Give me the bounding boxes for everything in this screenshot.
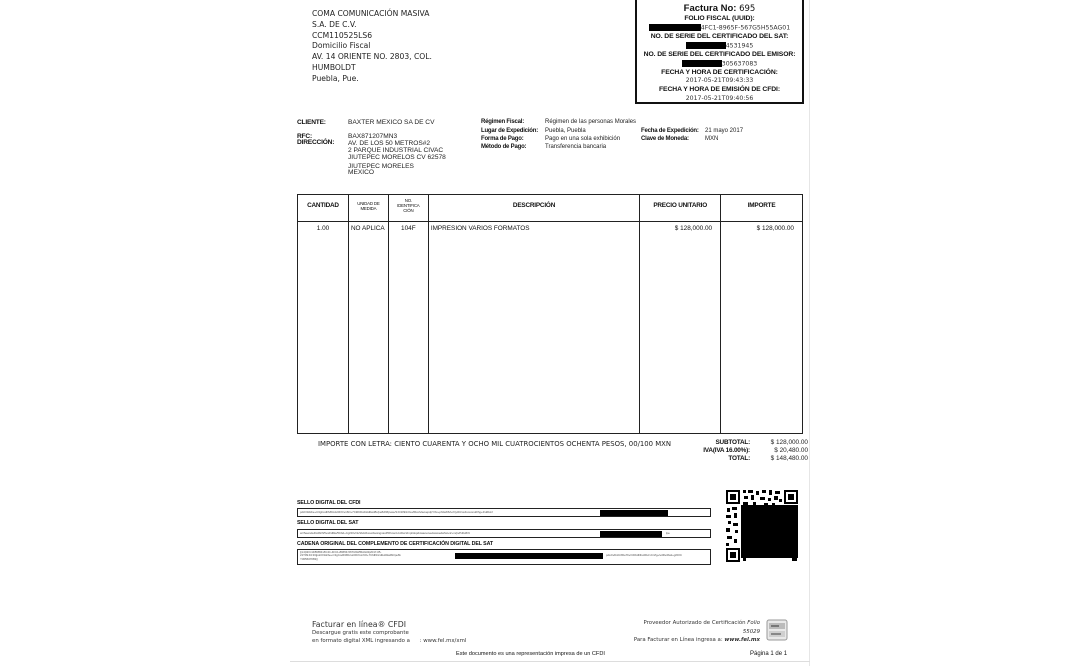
col-header-descripcion: DESCRIPCIÓN [428, 195, 639, 222]
invoice-info-box [635, 0, 804, 104]
iva-row [690, 447, 808, 455]
cadena-line: Y305637083|| [300, 556, 318, 561]
cell-precio-unitario: $ 128,000.00 [640, 222, 721, 234]
regimen-label: Régimen Fiscal: [481, 119, 525, 125]
footer-download-line [312, 638, 466, 646]
certification-datetime-value: 2017-05-21T09:43:33 [685, 77, 754, 85]
moneda-value: MXN [705, 136, 719, 142]
cfdi-seal-box [297, 508, 711, 517]
footer-download-text: en formato digital XML ingresando a [312, 637, 410, 644]
client-label: CLIENTE: [297, 119, 326, 126]
sat-certificate-value [637, 42, 802, 51]
cadena-line: 21T09:43:33|pdcO3dcbe+C3gCodFMDcvtc0F/Cvn6O+7CfdKDcdtHd0wd8c/pe8x [300, 553, 401, 558]
total-label: TOTAL: [728, 455, 750, 462]
address-label: DIRECCIÓN: [297, 139, 335, 146]
cadena-original-box [297, 549, 711, 565]
amount-in-words: IMPORTE CON LETRA: CIENTO CUARENTA Y OCHO MIL CUATROCIENTOS OCHENTA PESOS, 00/100 MXN [318, 440, 672, 448]
issuer-colony: HUMBOLDT [312, 62, 356, 72]
total-value: $ 148,480.00 [770, 455, 808, 462]
col-header-precio-unitario: PRECIO UNITARIO [640, 195, 721, 222]
cfdi-seal-text: pdcO3dcbe+C3gCodFMDcvtc0F/Cvn6O+7CfdKDcdtHd0wd8c/pe8xfl3fpvwe/3.Dn6hDnOevfRxoh/avoepdpY/bv+pfrdwDM+/Oy/dU/ov4vovonu0/hg+4/ulDolJ [300, 510, 493, 514]
folio-fiscal-label: FOLIO FISCAL (UUID): [684, 15, 755, 22]
items-table [297, 194, 803, 434]
footer-provider-text: Para Facturar en Línea ingresa a: [633, 637, 723, 643]
issuer-info [312, 9, 432, 85]
cadena-original-label: CADENA ORIGINAL DEL COMPLEMENTO DE CERTIFICACIÓN DIGITAL DEL SAT [297, 541, 494, 547]
emission-datetime-label: FECHA Y HORA DE EMISIÓN DE CFDI: [658, 86, 781, 94]
footer-provider-line [626, 619, 760, 636]
representation-note: Este documento es una representación impresa de un CFDI [456, 651, 605, 657]
fecha-expedicion-value: 21 mayo 2017 [705, 128, 744, 134]
redaction-bar [649, 24, 701, 31]
footer-download-info [312, 630, 466, 645]
client-rfc: BAX871207MN3 [348, 133, 398, 140]
emission-datetime-value: 2017-05-21T09:40:56 [685, 94, 754, 102]
col-header-noid-line: IDENTIFICA [397, 202, 420, 208]
sat-seal-suffix: lpe [666, 531, 670, 535]
footer-provider-info [626, 619, 760, 645]
redaction-bar [455, 553, 603, 559]
issuer-rfc: CCM110525LS6 [312, 30, 373, 40]
sat-certificate-label: NO. DE SERIE DEL CERTIFICADO DEL SAT: [650, 32, 789, 40]
footer-provider-folio: Folio 55029 [742, 620, 760, 635]
footer-provider-text: Proveedor Autorizado de Certificación [643, 620, 746, 626]
col-header-cantidad: CANTIDAD [298, 195, 349, 222]
table-header-row [298, 195, 803, 222]
emisor-certificate-text: 305637083 [721, 60, 758, 68]
col-header-unidad-line: UNIDAD DE [357, 201, 380, 206]
table-empty-space [298, 234, 803, 434]
cell-importe: $ 128,000.00 [721, 222, 803, 234]
subtotal-value: $ 128,000.00 [770, 439, 808, 446]
cell-unidad: NO APLICA [348, 222, 388, 234]
invoice-number-heading [637, 3, 802, 15]
total-row [690, 455, 808, 463]
col-header-unidad [348, 195, 388, 222]
client-address-line: JIUTEPEC MORELES [348, 163, 414, 170]
issuer-street: AV. 14 ORIENTE NO. 2803, COL. [312, 52, 432, 62]
client-address-line: MEXICO [348, 169, 375, 176]
invoice-number: 695 [739, 4, 756, 14]
col-header-importe: IMPORTE [721, 195, 803, 222]
iva-label: IVA(IVA 16.00%): [703, 447, 750, 454]
cadena-original-text [300, 551, 401, 561]
lugar-value: Puebla, Puebla [545, 128, 586, 134]
regimen-value: Régimen de las personas Morales [545, 119, 637, 125]
fel-logo-icon [766, 619, 788, 641]
redaction-bar [686, 42, 726, 49]
client-name: BAXTER MEXICO SA DE CV [348, 119, 435, 126]
subtotal-label: SUBTOTAL: [715, 439, 750, 446]
metodo-pago-label: Método de Pago: [481, 144, 527, 150]
cell-no-identificacion: 104F [388, 222, 428, 234]
cell-descripcion: IMPRESION VARIOS FORMATOS [428, 222, 639, 234]
iva-value: $ 20,480.00 [774, 447, 808, 454]
redaction-bar [600, 531, 662, 537]
cfdi-seal-label: SELLO DIGITAL DEL CFDI [297, 500, 361, 506]
metodo-pago-value: Transferencia bancaria [545, 144, 607, 150]
col-header-unidad-line: MEDIDA [360, 205, 377, 211]
certification-datetime-label: FECHA Y HORA DE CERTIFICACIÓN: [661, 68, 778, 76]
col-header-noid-line: CIÓN [403, 207, 414, 213]
fecha-expedicion-label: Fecha de Expedición: [641, 128, 699, 134]
moneda-label: Clave de Moneda: [641, 136, 689, 142]
redaction-bar [682, 60, 722, 67]
forma-pago-value: Pago en una sola exhibición [545, 136, 621, 142]
page-number: Página 1 de 1 [750, 651, 788, 657]
issuer-legal-form: S.A. DE C.V. [312, 19, 357, 29]
cadena-original-tail: pdoCvDvbCfDe7bvrCDbdDbvdDvrvCn/fg+/vdDvdbwt+g/0OC [606, 553, 682, 557]
cadena-line: ||1.0|4FC1F8965F-8C4C-4FC1-8965F-567G5H55AG01|2017-05- [300, 550, 382, 554]
sat-certificate-text: 4531945 [725, 42, 754, 50]
sat-seal-label: SELLO DIGITAL DEL SAT [297, 520, 359, 526]
client-address-line: JIUTEPEC MORELOS CV 62578 [348, 154, 446, 161]
sat-seal-box [297, 529, 711, 538]
client-address-line: AV. DE LOS 50 METROS#2 [348, 140, 431, 147]
totals-block [690, 439, 808, 463]
emisor-certificate-label: NO. DE SERIE DEL CERTIFICADO DEL EMISOR: [643, 50, 796, 58]
fel-logo [766, 619, 788, 641]
lugar-label: Lugar de Expedición: [481, 128, 539, 134]
footer-download-line: Descargue gratis este comprobante [312, 630, 409, 636]
redaction-bar [600, 510, 668, 516]
forma-pago-label: Forma de Pago: [481, 136, 524, 142]
invoice-page [290, 0, 810, 666]
footer-download-link[interactable]: : www.fel.mx/xml [419, 637, 467, 644]
invoice-number-label: Factura No: [683, 3, 737, 14]
subtotal-row [690, 439, 808, 447]
col-header-no-identificacion [388, 195, 428, 222]
client-address-line: 2 PARQUE INDUSTRIAL CIVAC [348, 147, 444, 154]
qr-code-icon [724, 488, 800, 564]
table-row [298, 222, 803, 234]
rfc-label: RFC: [297, 133, 312, 140]
footer-provider-line [626, 636, 760, 645]
issuer-address-label: Domicilio Fiscal [312, 41, 371, 51]
qr-code [724, 488, 800, 564]
footer-provider-link[interactable]: www.fel.mx [724, 637, 760, 643]
footer-brand: Facturar en línea® CFDI [312, 620, 407, 629]
sat-seal-text: wr/SewvdeDcdbt/h/5vvd/d6iw/5Cbd+Cg/3OvOuSbdv6vowdwoingnavZ5/hvwnUvcDw1/mpi/dopdvwaevovedwwoedwfwl+4/+m/pvPdbd/h9 [300, 531, 470, 535]
col-header-noid-line: NO. [404, 198, 412, 203]
fiscal-info [481, 118, 781, 158]
folio-fiscal-text: 4FC1-8965F-567G5H55AG01 [700, 24, 791, 32]
issuer-city: Puebla, Pue. [312, 73, 359, 83]
folio-fiscal-value [637, 24, 802, 33]
issuer-name: COMA COMUNICACIÓN MASIVA [312, 9, 430, 18]
footer-divider [290, 661, 810, 662]
emisor-certificate-value [637, 60, 802, 69]
cell-cantidad: 1.00 [298, 222, 349, 234]
